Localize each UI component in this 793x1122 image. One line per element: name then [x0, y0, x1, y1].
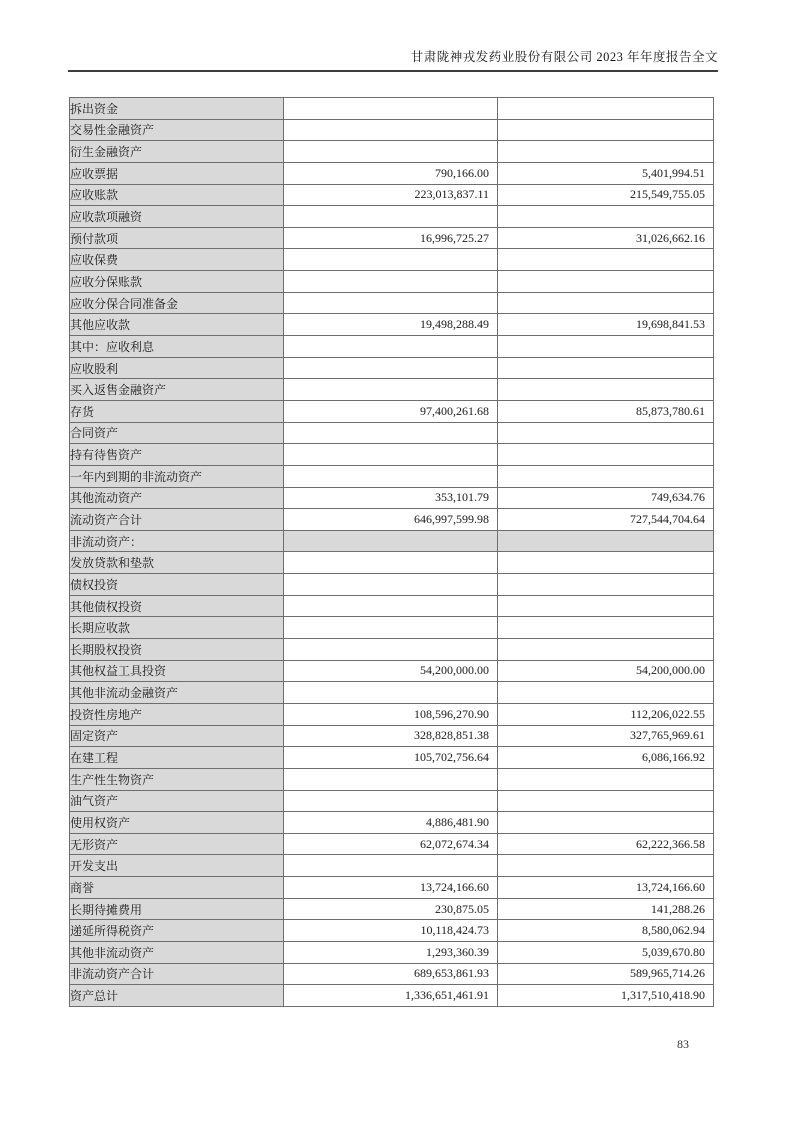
table-row	[70, 552, 714, 574]
row-item-label: 衍生金融资产	[70, 141, 284, 163]
row-prior-period-value: 141,288.26	[498, 898, 714, 920]
row-current-period-value: 1,293,360.39	[284, 941, 498, 963]
row-prior-period-value	[498, 119, 714, 141]
table-row	[70, 574, 714, 596]
row-item-label: 固定资产	[70, 725, 284, 747]
row-prior-period-value	[498, 379, 714, 401]
row-current-period-value	[284, 141, 498, 163]
table-row	[70, 487, 714, 509]
table-row	[70, 812, 714, 834]
row-prior-period-value	[498, 530, 714, 552]
row-item-label: 买入返售金融资产	[70, 379, 284, 401]
table-row	[70, 725, 714, 747]
row-item-label: 其中：应收利息	[70, 336, 284, 358]
row-current-period-value: 97,400,261.68	[284, 400, 498, 422]
row-prior-period-value	[498, 357, 714, 379]
row-prior-period-value: 31,026,662.16	[498, 227, 714, 249]
row-prior-period-value	[498, 682, 714, 704]
table-row	[70, 249, 714, 271]
row-current-period-value	[284, 574, 498, 596]
table-row	[70, 682, 714, 704]
row-current-period-value	[284, 422, 498, 444]
row-current-period-value: 689,653,861.93	[284, 963, 498, 985]
row-current-period-value	[284, 119, 498, 141]
row-prior-period-value	[498, 422, 714, 444]
row-prior-period-value: 1,317,510,418.90	[498, 985, 714, 1007]
row-prior-period-value	[498, 552, 714, 574]
row-prior-period-value	[498, 595, 714, 617]
table-row	[70, 227, 714, 249]
balance-sheet-table-body	[70, 98, 714, 1007]
row-prior-period-value	[498, 249, 714, 271]
row-item-label: 应收保费	[70, 249, 284, 271]
row-prior-period-value	[498, 465, 714, 487]
row-item-label: 应收票据	[70, 162, 284, 184]
row-prior-period-value: 19,698,841.53	[498, 314, 714, 336]
row-current-period-value: 105,702,756.64	[284, 747, 498, 769]
row-current-period-value: 4,886,481.90	[284, 812, 498, 834]
row-item-label: 应收款项融资	[70, 206, 284, 228]
row-current-period-value	[284, 379, 498, 401]
row-current-period-value: 19,498,288.49	[284, 314, 498, 336]
row-prior-period-value: 112,206,022.55	[498, 703, 714, 725]
row-current-period-value: 646,997,599.98	[284, 509, 498, 531]
row-item-label: 应收账款	[70, 184, 284, 206]
row-current-period-value	[284, 768, 498, 790]
row-item-label: 其他权益工具投资	[70, 660, 284, 682]
table-row	[70, 877, 714, 899]
row-current-period-value	[284, 465, 498, 487]
row-item-label: 其他非流动资产	[70, 941, 284, 963]
row-current-period-value: 13,724,166.60	[284, 877, 498, 899]
row-item-label: 无形资产	[70, 833, 284, 855]
table-row	[70, 141, 714, 163]
row-item-label: 投资性房地产	[70, 703, 284, 725]
table-row	[70, 292, 714, 314]
table-row	[70, 660, 714, 682]
row-item-label: 非流动资产合计	[70, 963, 284, 985]
table-row	[70, 790, 714, 812]
row-prior-period-value	[498, 444, 714, 466]
table-row	[70, 509, 714, 531]
table-row	[70, 422, 714, 444]
row-item-label: 非流动资产：	[70, 530, 284, 552]
row-prior-period-value: 54,200,000.00	[498, 660, 714, 682]
row-current-period-value: 230,875.05	[284, 898, 498, 920]
row-prior-period-value	[498, 336, 714, 358]
table-row	[70, 530, 714, 552]
table-row	[70, 271, 714, 293]
row-prior-period-value	[498, 768, 714, 790]
row-current-period-value	[284, 357, 498, 379]
row-current-period-value	[284, 292, 498, 314]
row-current-period-value	[284, 595, 498, 617]
table-row	[70, 336, 714, 358]
header-rule	[68, 70, 718, 72]
row-prior-period-value	[498, 855, 714, 877]
table-row	[70, 768, 714, 790]
row-current-period-value: 223,013,837.11	[284, 184, 498, 206]
table-row	[70, 595, 714, 617]
balance-sheet-table	[69, 97, 714, 1007]
row-prior-period-value: 589,965,714.26	[498, 963, 714, 985]
row-current-period-value: 790,166.00	[284, 162, 498, 184]
row-prior-period-value: 727,544,704.64	[498, 509, 714, 531]
row-item-label: 其他应收款	[70, 314, 284, 336]
row-prior-period-value: 13,724,166.60	[498, 877, 714, 899]
row-current-period-value	[284, 790, 498, 812]
row-item-label: 应收股利	[70, 357, 284, 379]
row-current-period-value	[284, 530, 498, 552]
row-current-period-value: 353,101.79	[284, 487, 498, 509]
row-item-label: 持有待售资产	[70, 444, 284, 466]
row-prior-period-value: 85,873,780.61	[498, 400, 714, 422]
row-prior-period-value: 5,401,994.51	[498, 162, 714, 184]
row-prior-period-value	[498, 206, 714, 228]
row-item-label: 资产总计	[70, 985, 284, 1007]
table-row	[70, 963, 714, 985]
table-row	[70, 639, 714, 661]
row-item-label: 长期股权投资	[70, 639, 284, 661]
row-current-period-value: 62,072,674.34	[284, 833, 498, 855]
row-prior-period-value	[498, 141, 714, 163]
row-current-period-value	[284, 98, 498, 120]
row-item-label: 在建工程	[70, 747, 284, 769]
row-current-period-value	[284, 639, 498, 661]
table-row	[70, 379, 714, 401]
row-prior-period-value: 6,086,166.92	[498, 747, 714, 769]
row-current-period-value	[284, 249, 498, 271]
row-item-label: 合同资产	[70, 422, 284, 444]
row-item-label: 开发支出	[70, 855, 284, 877]
table-row	[70, 941, 714, 963]
row-item-label: 交易性金融资产	[70, 119, 284, 141]
table-row	[70, 119, 714, 141]
row-item-label: 存货	[70, 400, 284, 422]
row-current-period-value	[284, 271, 498, 293]
row-prior-period-value	[498, 574, 714, 596]
table-row	[70, 855, 714, 877]
row-current-period-value	[284, 682, 498, 704]
row-current-period-value	[284, 336, 498, 358]
row-item-label: 使用权资产	[70, 812, 284, 834]
table-row	[70, 898, 714, 920]
row-item-label: 油气资产	[70, 790, 284, 812]
row-prior-period-value: 8,580,062.94	[498, 920, 714, 942]
table-row	[70, 444, 714, 466]
row-item-label: 其他流动资产	[70, 487, 284, 509]
row-item-label: 一年内到期的非流动资产	[70, 465, 284, 487]
row-item-label: 长期应收款	[70, 617, 284, 639]
table-row	[70, 617, 714, 639]
table-row	[70, 357, 714, 379]
row-current-period-value	[284, 855, 498, 877]
table-row	[70, 465, 714, 487]
row-prior-period-value	[498, 617, 714, 639]
row-item-label: 其他非流动金融资产	[70, 682, 284, 704]
row-item-label: 预付款项	[70, 227, 284, 249]
row-prior-period-value: 327,765,969.61	[498, 725, 714, 747]
row-item-label: 应收分保合同准备金	[70, 292, 284, 314]
row-current-period-value	[284, 206, 498, 228]
row-item-label: 商誉	[70, 877, 284, 899]
row-prior-period-value: 5,039,670.80	[498, 941, 714, 963]
row-current-period-value: 108,596,270.90	[284, 703, 498, 725]
row-current-period-value: 16,996,725.27	[284, 227, 498, 249]
table-row	[70, 314, 714, 336]
report-header-title: 甘肃陇神戎发药业股份有限公司 2023 年年度报告全文	[410, 50, 718, 64]
row-prior-period-value	[498, 812, 714, 834]
table-row	[70, 98, 714, 120]
table-row	[70, 747, 714, 769]
row-prior-period-value	[498, 639, 714, 661]
row-item-label: 其他债权投资	[70, 595, 284, 617]
row-item-label: 拆出资金	[70, 98, 284, 120]
row-item-label: 发放贷款和垫款	[70, 552, 284, 574]
row-current-period-value: 54,200,000.00	[284, 660, 498, 682]
row-item-label: 递延所得税资产	[70, 920, 284, 942]
row-item-label: 生产性生物资产	[70, 768, 284, 790]
table-row	[70, 400, 714, 422]
table-row	[70, 703, 714, 725]
row-prior-period-value	[498, 292, 714, 314]
table-row	[70, 162, 714, 184]
row-prior-period-value: 749,634.76	[498, 487, 714, 509]
table-row	[70, 920, 714, 942]
row-current-period-value	[284, 552, 498, 574]
row-item-label: 流动资产合计	[70, 509, 284, 531]
row-item-label: 债权投资	[70, 574, 284, 596]
row-prior-period-value	[498, 790, 714, 812]
row-current-period-value: 328,828,851.38	[284, 725, 498, 747]
table-row	[70, 206, 714, 228]
row-prior-period-value	[498, 98, 714, 120]
row-current-period-value	[284, 444, 498, 466]
table-row	[70, 833, 714, 855]
row-current-period-value: 1,336,651,461.91	[284, 985, 498, 1007]
row-prior-period-value: 215,549,755.05	[498, 184, 714, 206]
row-current-period-value: 10,118,424.73	[284, 920, 498, 942]
row-prior-period-value	[498, 271, 714, 293]
row-current-period-value	[284, 617, 498, 639]
table-row	[70, 184, 714, 206]
row-item-label: 应收分保账款	[70, 271, 284, 293]
row-item-label: 长期待摊费用	[70, 898, 284, 920]
table-row	[70, 985, 714, 1007]
row-prior-period-value: 62,222,366.58	[498, 833, 714, 855]
page-number: 83	[677, 1037, 689, 1051]
